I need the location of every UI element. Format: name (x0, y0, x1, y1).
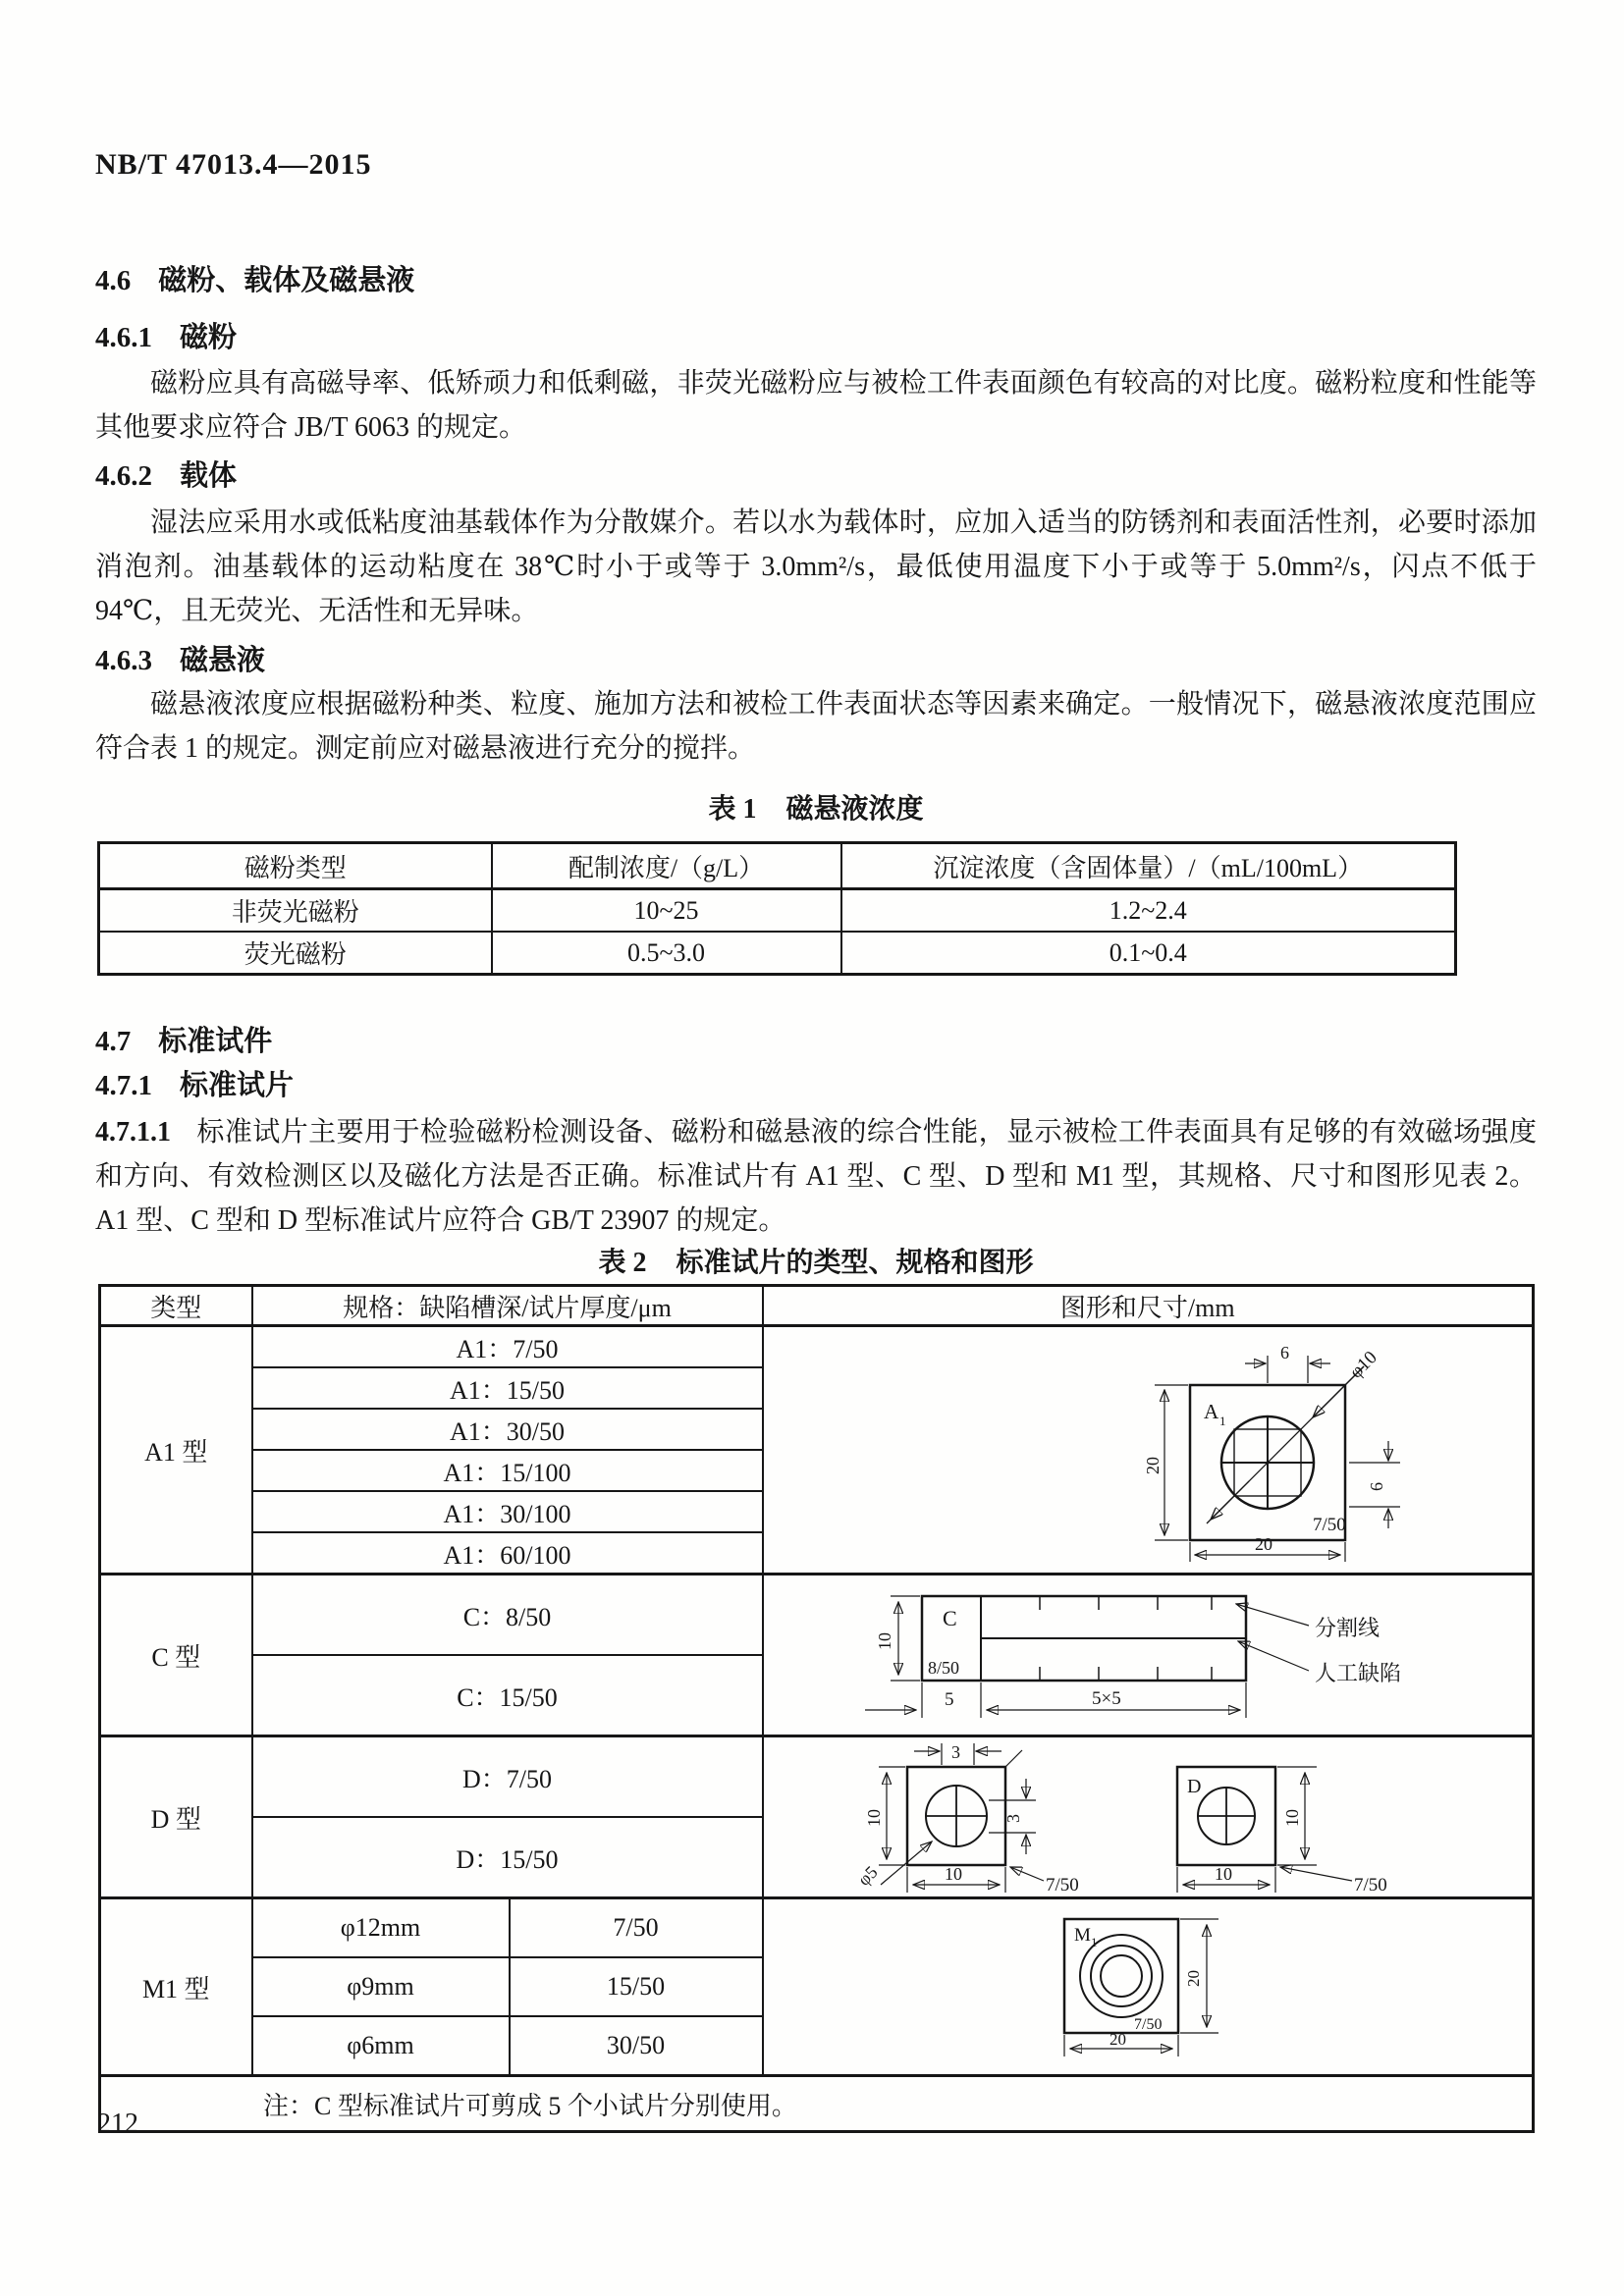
heading-4-6-1-number: 4.6.1 (95, 322, 152, 353)
d-right-dimension-lines (1177, 1767, 1352, 1893)
a1-label: A (1204, 1400, 1219, 1423)
m1-diagram-wrap (764, 1913, 1533, 2060)
paragraph-4-6-3: 磁悬液浓度应根据磁粉种类、粒度、施加方法和被检工件表面状态等因素来确定。一般情况下，磁悬液浓度范围应符合表 1 的规定。测定前应对磁悬液进行充分的搅拌。 (95, 689, 1537, 764)
d-left-diameter-label: φ5 (853, 1861, 882, 1890)
d-diagram-wrap (764, 1739, 1533, 1895)
table-row (99, 889, 1456, 933)
table1-cell: 荧光磁粉 (99, 932, 492, 975)
table2-a1-figure-cell (763, 1326, 1534, 1575)
c-callout-divider-line: 分割线 (1314, 1616, 1380, 1640)
table-row (100, 1575, 1534, 1656)
table1-header-powder-type: 磁粉类型 (99, 843, 492, 889)
table2-caption-text: 标准试片的类型、规格和图形 (676, 1248, 1034, 1278)
heading-4-7 (95, 1024, 1537, 1059)
m1-label-subscript: 1 (1090, 1935, 1098, 1949)
table-magnetic-suspension-concentration (97, 841, 1457, 976)
table2-c-figure-cell (763, 1575, 1534, 1736)
table2-m1-spec: 7/50 (510, 1898, 763, 1958)
standard-number: NB/T 47013.4—2015 (95, 148, 372, 181)
table2-m1-spec: 30/50 (510, 2016, 763, 2076)
d-left-dim-left: 10 (863, 1809, 884, 1827)
heading-4-7-1 (95, 1068, 1537, 1103)
table2-a1-spec: A1：30/50 (252, 1409, 763, 1450)
d-right-label: D (1186, 1776, 1202, 1797)
table2-c-spec: C：8/50 (252, 1575, 763, 1656)
table2-d-figure-cell (763, 1736, 1534, 1898)
table1-header-row (99, 843, 1456, 889)
c-dimension-lines (865, 1596, 1309, 1718)
c-dim-left: 10 (874, 1632, 894, 1650)
page-number: 212 (97, 2109, 138, 2139)
table2-note-row (100, 2076, 1534, 2132)
heading-4-6-3-number: 4.6.3 (95, 645, 152, 676)
a1-dim-left: 20 (1143, 1457, 1163, 1474)
table1-caption (95, 792, 1537, 828)
table2-header-figure: 图形和尺寸/mm (763, 1286, 1534, 1326)
heading-4-7-1-title: 标准试片 (180, 1070, 295, 1101)
heading-4-6-1-title: 磁粉 (180, 322, 238, 353)
table2-m1-spec: 15/50 (510, 1957, 763, 2016)
paragraph-4-6-1: 磁粉应具有高磁导率、低矫顽力和低剩磁，非荧光磁粉应与被检工件表面颜色有较高的对比度。磁粉粒度和性能等其他要求应符合 JB/T 6063 的规定。 (95, 368, 1537, 443)
paragraph-4-7-1-1-text: 标准试片主要用于检验磁粉检测设备、磁粉和磁悬液的综合性能，显示被检工件表面具有足够的有效磁场强度和方向、有效检测区以及磁化方法是否正确。标准试片有 A1 型、C 型、D 型和 M1 型，其规格、尺寸和图形见表 2。A1 型、C 型和 D 型标准试片应符合 GB/T 23907 的规定。 (95, 1117, 1537, 1236)
m1-shim-diagram (981, 1913, 1315, 2060)
c-dim-total: 5×5 (1091, 1688, 1121, 1709)
d-left-flaw-label: 7/50 (1045, 1875, 1079, 1895)
table2-m1-diameter: φ9mm (252, 1957, 510, 2016)
table-row (100, 1326, 1534, 1368)
table-row (100, 1736, 1534, 1818)
m1-flaw-label: 7/50 (1133, 2016, 1163, 2033)
table2-a1-type-label: A1 型 (100, 1326, 252, 1575)
table2-note: 注：C 型标准试片可剪成 5 个小试片分别使用。 (100, 2076, 1534, 2132)
m1-dim-bottom: 20 (1109, 2030, 1126, 2049)
table-standard-test-shims (98, 1284, 1535, 2133)
table-row (100, 1898, 1534, 1958)
a1-label-subscript: 1 (1219, 1414, 1226, 1428)
paragraph-4-7-1-1 (95, 1110, 1537, 1243)
table2-m1-figure-cell (763, 1898, 1534, 2076)
table2-a1-spec: A1：60/100 (252, 1532, 763, 1575)
table2-c-spec: C：15/50 (252, 1655, 763, 1736)
heading-4-6-2 (95, 458, 1537, 494)
a1-dim-top: 6 (1280, 1343, 1289, 1362)
table2-a1-spec: A1：15/100 (252, 1450, 763, 1491)
d-right-flaw-label: 7/50 (1353, 1875, 1387, 1895)
c-shim-outline (922, 1596, 1246, 1681)
table-row (99, 932, 1456, 975)
c-callout-artificial-defect: 人工缺陷 (1314, 1661, 1401, 1685)
paragraph-4-6-2: 湿法应采用水或低粘度油基载体作为分散媒介。若以水为载体时，应加入适当的防锈剂和表面活性剂，必要时添加消泡剂。油基载体的运动粘度在 38℃时小于或等于 3.0mm²/s，最低使用温度下小于或等于 5.0mm²/s，闪点不低于 94℃，且无荧光、无活性和无异味。 (95, 507, 1537, 626)
table2-d-spec: D：15/50 (252, 1817, 763, 1898)
c-diagram-wrap (764, 1578, 1533, 1732)
table2-d-type-label: D 型 (100, 1736, 252, 1898)
c-shim-diagram (853, 1578, 1442, 1732)
table1-header-sediment-concentration: 沉淀浓度（含固体量）/（mL/100mL） (841, 843, 1456, 889)
table1-cell: 非荧光磁粉 (99, 889, 492, 933)
heading-4-6-title: 磁粉、载体及磁悬液 (158, 265, 415, 296)
a1-dim-right: 6 (1367, 1482, 1386, 1491)
table2-m1-diameter: φ6mm (252, 2016, 510, 2076)
d-left-dim-bottom: 10 (944, 1864, 962, 1884)
a1-dimension-lines (1155, 1356, 1400, 1562)
table2-d-spec: D：7/50 (252, 1736, 763, 1818)
d-shim-diagram (834, 1739, 1462, 1895)
a1-flaw-label: 7/50 (1313, 1515, 1346, 1535)
d-right-dim-bottom: 10 (1214, 1864, 1232, 1884)
table2-header-row (100, 1286, 1534, 1326)
table1-cell: 1.2~2.4 (841, 889, 1456, 933)
a1-diameter-label: φ10 (1345, 1347, 1381, 1383)
table1-caption-text: 磁悬液浓度 (785, 794, 924, 825)
m1-label: M (1073, 1925, 1091, 1946)
table1-header-prepared-concentration: 配制浓度/（g/L） (492, 843, 841, 889)
table2-m1-diameter: φ12mm (252, 1898, 510, 1958)
m1-dim-right: 20 (1183, 1970, 1203, 1987)
heading-4-7-1-number: 4.7.1 (95, 1070, 152, 1101)
table2-header-spec: 规格：缺陷槽深/试片厚度/μm (252, 1286, 763, 1326)
d-right-dim-right: 10 (1281, 1809, 1302, 1827)
heading-4-6-1 (95, 320, 1537, 355)
table2-m1-type-label: M1 型 (100, 1898, 252, 2076)
c-label: C (942, 1606, 957, 1630)
table2-header-type: 类型 (100, 1286, 252, 1326)
page-content (95, 147, 1537, 2133)
table2-caption-label: 表 2 (598, 1248, 647, 1278)
c-dim-segment: 5 (944, 1689, 954, 1710)
table2-a1-spec: A1：15/50 (252, 1367, 763, 1409)
table1-caption-label: 表 1 (708, 794, 757, 825)
table1-cell: 0.5~3.0 (492, 932, 841, 975)
table2-c-type-label: C 型 (100, 1575, 252, 1736)
heading-4-7-title: 标准试件 (158, 1026, 273, 1057)
heading-4-6-3-title: 磁悬液 (180, 645, 266, 676)
a1-diameter-leader (1207, 1366, 1364, 1523)
heading-4-6 (95, 263, 1537, 298)
c-flaw-label: 8/50 (927, 1658, 959, 1678)
a1-diagram-wrap (764, 1334, 1533, 1566)
heading-4-7-number: 4.7 (95, 1026, 132, 1057)
paragraph-4-7-1-1-number: 4.7.1.1 (95, 1117, 171, 1148)
table2-caption (95, 1246, 1537, 1281)
table1-cell: 10~25 (492, 889, 841, 933)
heading-4-6-number: 4.6 (95, 265, 132, 296)
d-left-dim-top: 3 (950, 1742, 960, 1762)
table1-cell: 0.1~0.4 (841, 932, 1456, 975)
a1-dim-bottom: 20 (1255, 1534, 1272, 1554)
heading-4-6-2-title: 载体 (180, 460, 238, 492)
a1-shim-diagram (1072, 1334, 1524, 1566)
heading-4-6-2-number: 4.6.2 (95, 460, 152, 492)
table2-a1-spec: A1：7/50 (252, 1326, 763, 1368)
table2-a1-spec: A1：30/100 (252, 1491, 763, 1532)
d-left-dim-right: 3 (1002, 1814, 1023, 1823)
heading-4-6-3 (95, 643, 1537, 678)
